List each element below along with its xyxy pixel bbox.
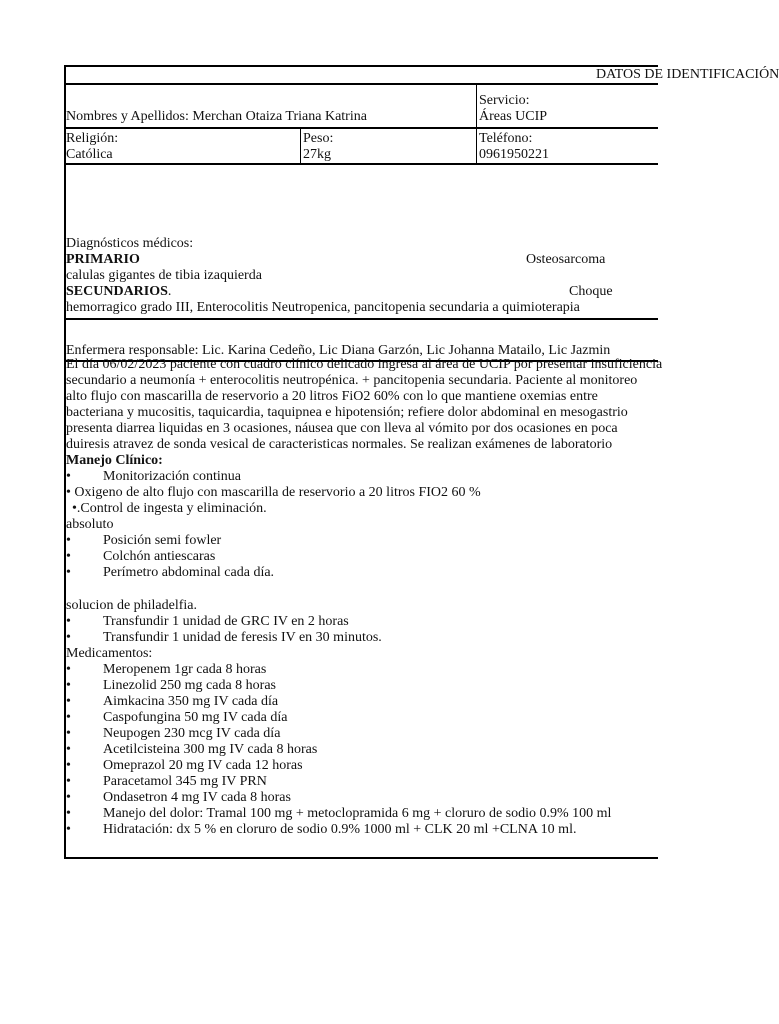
secondary-label: SECUNDARIOS [66,284,168,299]
name-label [66,109,367,125]
list-item-text: Transfundir 1 unidad de GRC IV en 2 horas [103,614,349,629]
medication-text: Linezolid 250 mg cada 8 horas [103,678,277,693]
bullet-icon: • [66,565,71,580]
page-title: DATOS DE IDENTIFICACIÓN [596,67,779,82]
religion-label: Religión: [66,131,119,146]
bullet-icon: • [66,710,71,725]
bullet-icon: • [66,758,71,773]
bullet-icon: • [66,614,71,629]
narrative-line: secundario a neumonía + enterocolitis neutropénica. + pancitopenia secundaria. Paciente al monitoreo [66,373,638,388]
narrative-line: El día 06/02/2023 paciente con cuadro clínico delicado ingresa al área de UCIP por presentar insuficiencia [66,357,663,372]
medications-heading: Medicamentos: [66,646,153,661]
medication-text: Aimkacina 350 mg IV cada día [103,694,279,709]
bullet-icon: • [66,726,71,741]
nursing-record-sheet [64,65,779,859]
service-value: Áreas UCIP [479,109,548,124]
list-item-text: Colchón antiescaras [103,549,216,564]
list-item: •.Control de ingesta y eliminación. [72,501,267,516]
bullet-icon: • [66,469,71,484]
list-item-text: Perímetro abdominal cada día. [103,565,275,580]
bullet-icon: • [66,630,71,645]
narrative-line: duiresis atravez de sonda vesical de caracteristicas normales. Se realizan exámenes de laboratorio [66,437,613,452]
medication-text: Paracetamol 345 mg IV PRN [103,774,267,789]
medication-text: Omeprazol 20 mg IV cada 12 horas [103,758,303,773]
list-item: solucion de philadelfia. [66,598,198,613]
list-item-text: Transfundir 1 unidad de feresis IV en 30 minutos. [103,630,382,645]
col-divider-service [476,83,477,164]
list-item: absoluto [66,517,114,532]
list-item: • Oxigeno de alto flujo con mascarilla de reservorio a 20 litros FIO2 60 % [66,485,481,500]
narrative-line: alto flujo con mascarilla de reservorio a 20 litros FiO2 60% con lo que mantiene oxemias entre [66,389,598,404]
phone-value: 0961950221 [479,147,549,162]
phone-label: Teléfono: [479,131,533,146]
border-bottom [64,857,658,859]
bullet-icon: • [66,662,71,677]
bullet-icon: • [66,678,71,693]
medication-text: Meropenem 1gr cada 8 horas [103,662,267,677]
bullet-icon: • [66,694,71,709]
religion-value: Católica [66,147,113,162]
secondary-value-a: Choque [569,284,613,299]
diagnosis-divider [64,318,658,320]
narrative-line: bacteriana y mucositis, taquicardia, taquipnea e hipotensión; refiere dolor abdominal en mesogastrio [66,405,628,420]
responsible-nurses: Enfermera responsable: Lic. Karina Cedeño, Lic Diana Garzón, Lic Johanna Matailo, Lic Jazmin [66,343,611,358]
patient-name: Merchan Otaiza Triana Katrina [192,109,367,124]
narrative-line: presenta diarrea liquidas en 3 ocasiones, náusea que con lleva al vómito por dos ocasiones en poca [66,421,618,436]
weight-label: Peso: [303,131,334,146]
primary-label: PRIMARIO [66,252,140,267]
border-top [64,65,658,67]
list-item-text: Monitorización continua [103,469,242,484]
medication-text: Neupogen 230 mcg IV cada día [103,726,281,741]
row2-divider [64,163,658,165]
management-heading: Manejo Clínico: [66,453,163,468]
bullet-icon: • [66,533,71,548]
bullet-icon: • [66,774,71,789]
secondary-sep: . [167,284,172,299]
bullet-icon: • [66,822,71,837]
diagnosis-heading: Diagnósticos médicos: [66,236,194,251]
secondary-label-row [66,284,171,300]
bullet-icon: • [66,742,71,757]
primary-value-b: calulas gigantes de tibia izaquierda [66,268,262,283]
list-item-text: Posición semi fowler [103,533,222,548]
col-divider-weight [300,127,301,164]
primary-value-a: Osteosarcoma [526,252,606,267]
medication-text: Caspofungina 50 mg IV cada día [103,710,288,725]
bullet-icon: • [66,549,71,564]
service-label: Servicio: [479,93,530,108]
bullet-icon: • [66,790,71,805]
medication-text: Ondasetron 4 mg IV cada 8 horas [103,790,291,805]
medication-text: Acetilcisteina 300 mg IV cada 8 horas [103,742,318,757]
weight-value: 27kg [303,147,331,162]
name-label-text: Nombres y Apellidos: [66,109,189,124]
medication-text: Manejo del dolor: Tramal 100 mg + metoclopramida 6 mg + cloruro de sodio 0.9% 100 ml [103,806,612,821]
medication-text: Hidratación: dx 5 % en cloruro de sodio 0.9% 1000 ml + CLK 20 ml +CLNA 10 ml. [103,822,577,837]
bullet-icon: • [66,806,71,821]
header-divider [64,83,658,85]
row1-divider [64,127,658,129]
secondary-value-b: hemorragico grado III, Enterocolitis Neutropenica, pancitopenia secundaria a quimioterapia [66,300,580,315]
